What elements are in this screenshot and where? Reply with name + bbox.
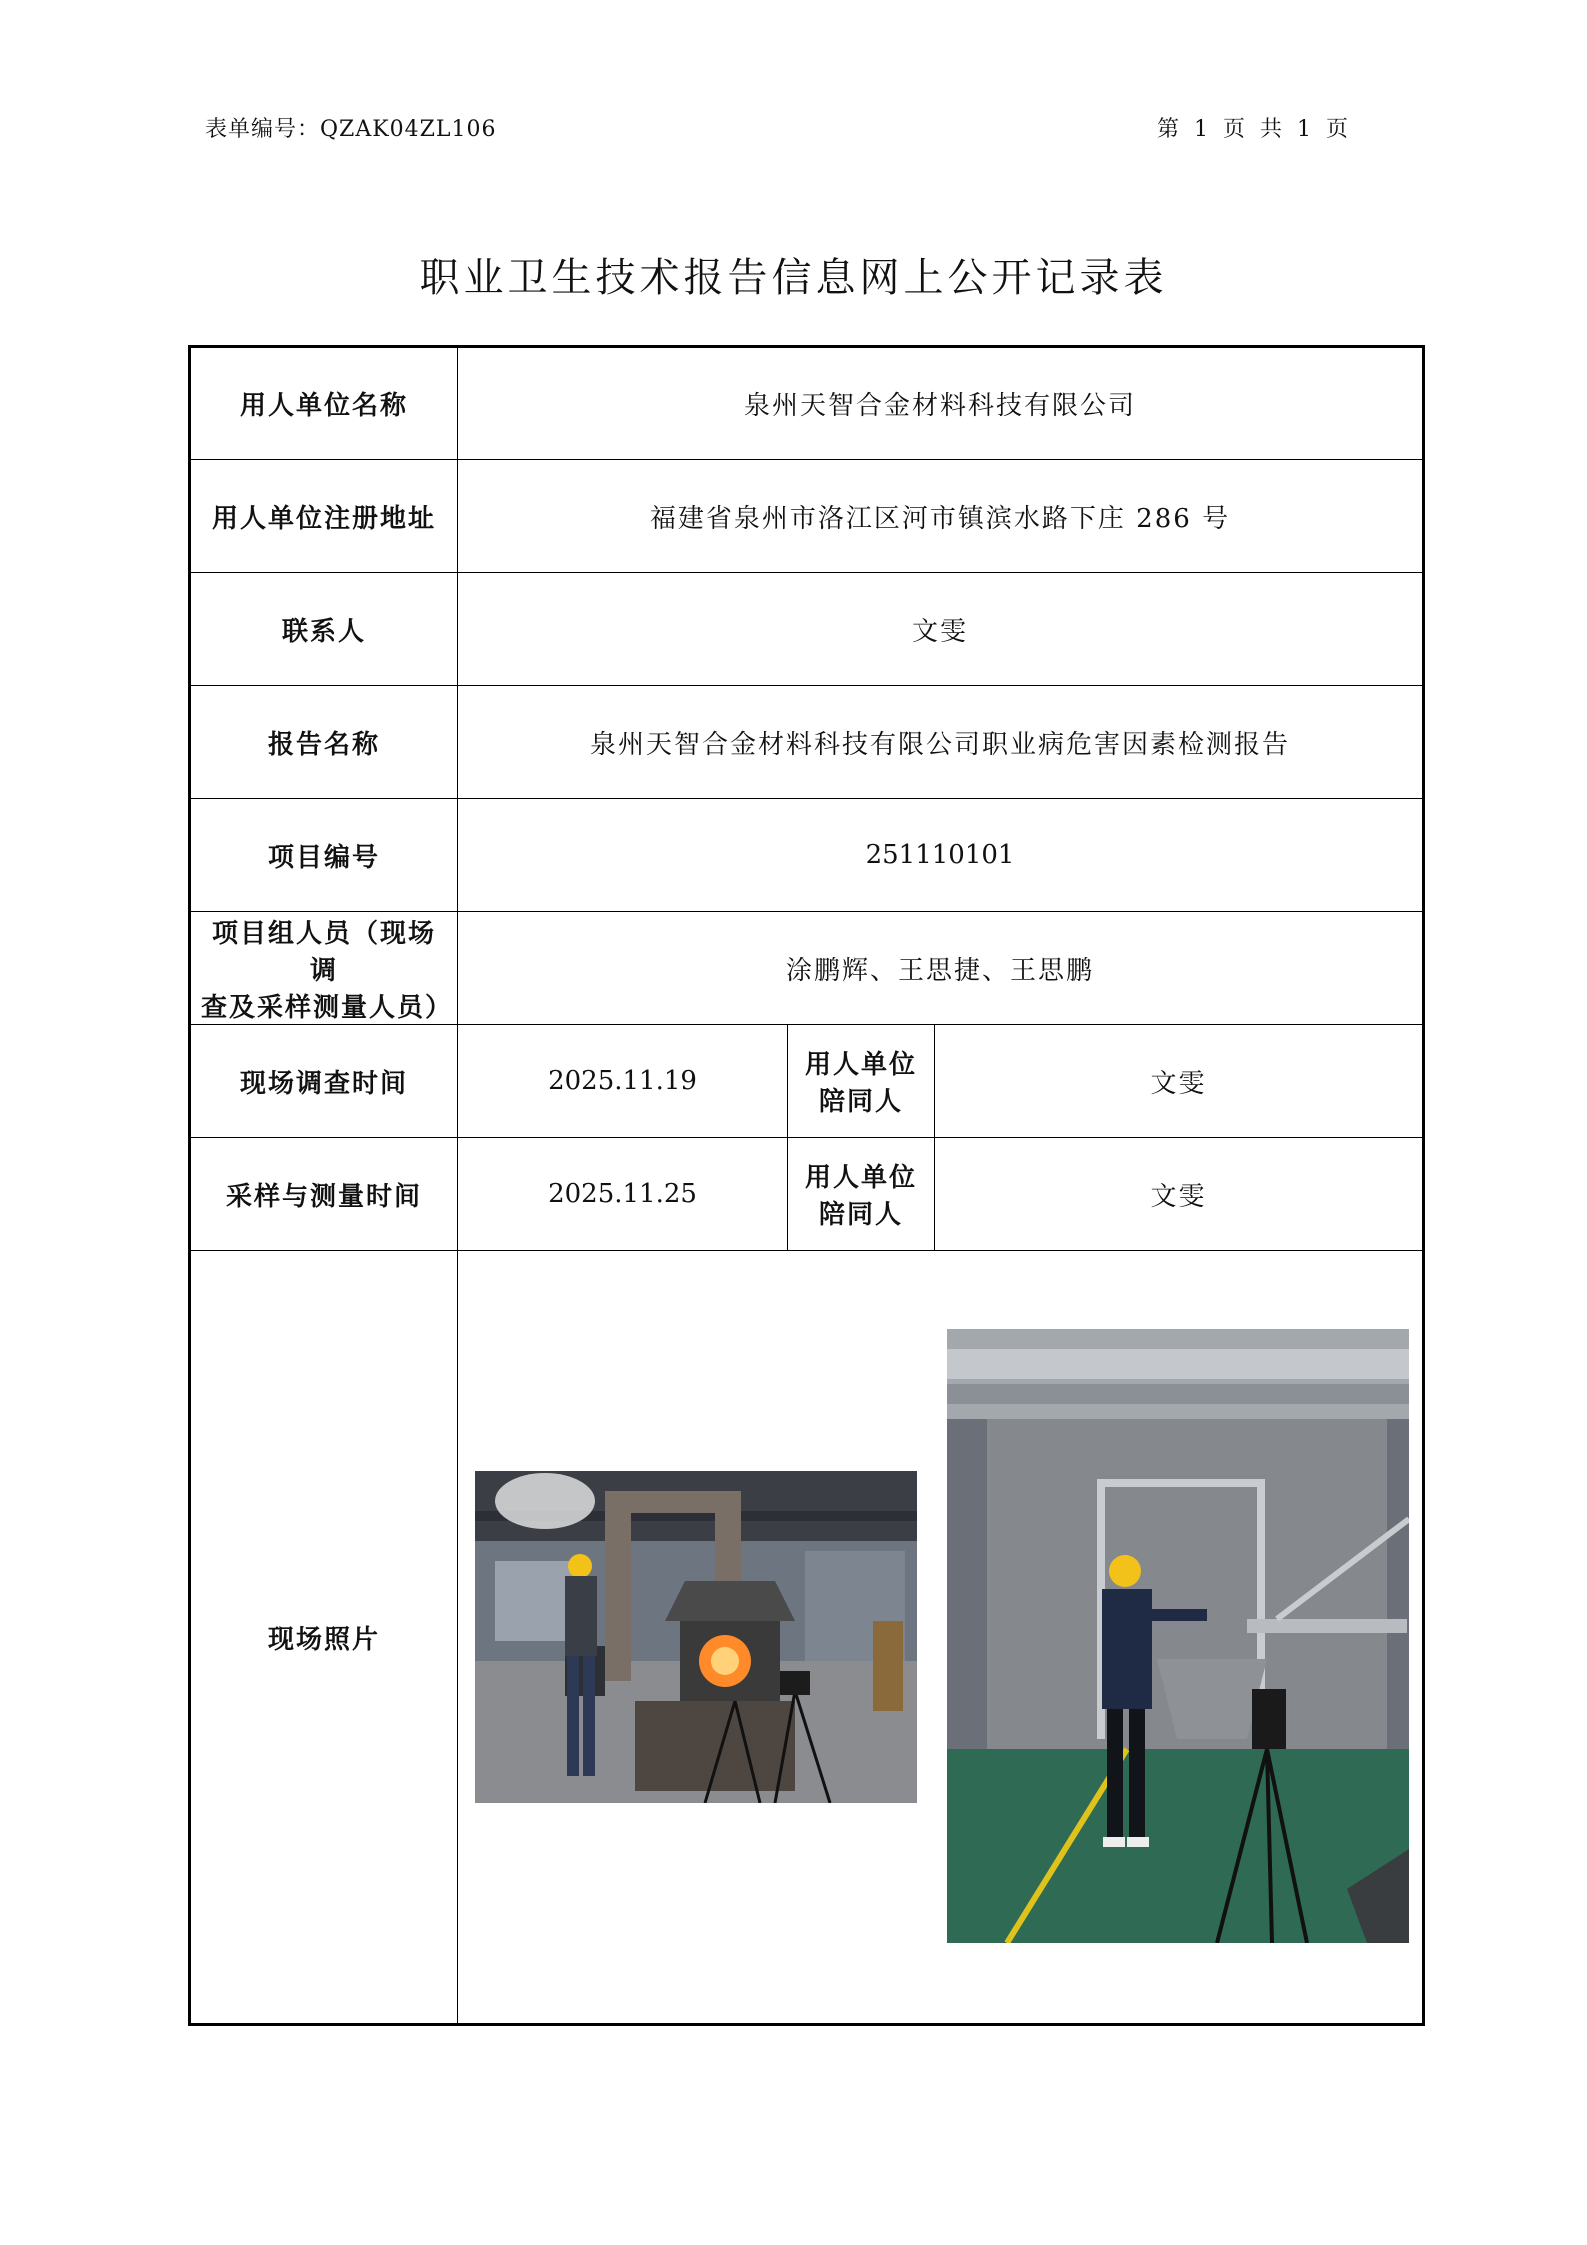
row-photos (190, 1251, 1424, 2025)
survey-escort-label-line1: 用人单位 (804, 1050, 917, 1080)
address-value: 福建省泉州市洛江区河市镇滨水路下庄 286 号 (458, 460, 1424, 573)
team-label-line1: 项目组人员（现场调 (211, 918, 436, 986)
project-no-label: 项目编号 (190, 799, 458, 912)
contact-value: 文雯 (458, 573, 1424, 686)
survey-label: 现场调查时间 (190, 1025, 458, 1138)
row-unit-name (190, 347, 1424, 460)
photos-label: 现场照片 (190, 1251, 458, 2025)
row-survey (190, 1025, 1424, 1138)
site-photo-furnace (475, 1471, 917, 1803)
report-name-label: 报告名称 (190, 686, 458, 799)
row-report-name (190, 686, 1424, 799)
team-label-line2: 查及采样测量人员） (201, 992, 454, 1023)
project-no-value: 251110101 (458, 799, 1424, 912)
record-table (188, 345, 1425, 2026)
survey-escort-label-line2: 陪同人 (818, 1087, 903, 1117)
team-label (190, 912, 458, 1025)
sampling-escort: 文雯 (935, 1138, 1424, 1251)
row-team (190, 912, 1424, 1025)
site-photo-worker (947, 1329, 1409, 1943)
sampling-date: 2025.11.25 (458, 1138, 788, 1251)
unit-name-label: 用人单位名称 (190, 347, 458, 460)
row-project-no (190, 799, 1424, 912)
sampling-escort-label (788, 1138, 935, 1251)
team-value: 涂鹏辉、王思捷、王思鹏 (458, 912, 1424, 1025)
sampling-escort-label-line2: 陪同人 (818, 1200, 903, 1230)
address-label: 用人单位注册地址 (190, 460, 458, 573)
document-title: 职业卫生技术报告信息网上公开记录表 (419, 255, 1168, 301)
survey-escort: 文雯 (935, 1025, 1424, 1138)
form-number: 表单编号：QZAK04ZL106 (205, 117, 497, 142)
sampling-escort-label-line1: 用人单位 (804, 1163, 917, 1193)
sampling-label: 采样与测量时间 (190, 1138, 458, 1251)
photos-cell (458, 1251, 1424, 2025)
survey-date: 2025.11.19 (458, 1025, 788, 1138)
row-sampling (190, 1138, 1424, 1251)
report-name-value: 泉州天智合金材料科技有限公司职业病危害因素检测报告 (458, 686, 1424, 799)
page-info: 第 1 页 共 1 页 (1157, 117, 1349, 142)
contact-label: 联系人 (190, 573, 458, 686)
row-address (190, 460, 1424, 573)
survey-escort-label (788, 1025, 935, 1138)
unit-name-value: 泉州天智合金材料科技有限公司 (458, 347, 1424, 460)
row-contact (190, 573, 1424, 686)
